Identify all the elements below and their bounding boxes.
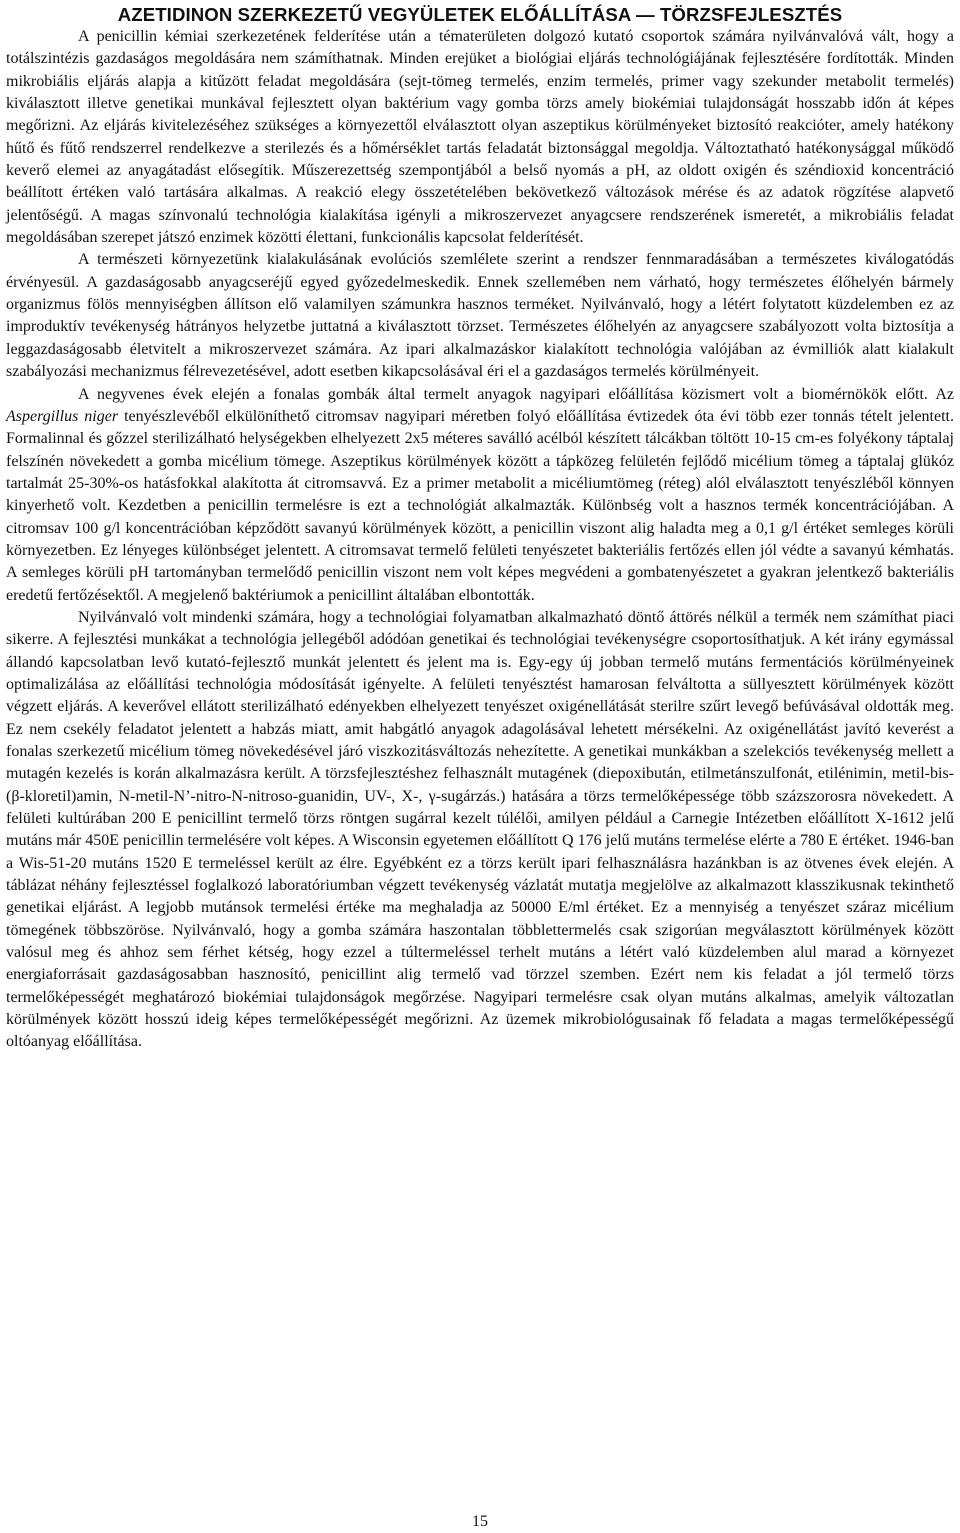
paragraph-text: Nyilvánvaló volt mindenki számára, hogy a technológiai folyamatban alkalmazható döntő áttörés nélkül a termék nem számíthat piaci sikerre. A fejlesztési munkákat a technológia jellegéből adódóan genetikai és technológiai tevékenységre csoportosíthatjuk. A két irány egymással állandó kapcsolatban levő kutató-fejlesztő munkát jelentett és jelent ma is. Egy-egy új jobban termelő mutáns fermentációs körülményeinek optimalizálása az előállítási technológia módosítását igényelte. A felületi tenyésztést hamarosan felváltotta a süllyesztett körülmények között végzett eljárás. A keverővel ellátott sterilizálható edényekben elhelyezett tenyészet oxigénellátását sterilre szűrt levegő befúvásával oldották meg. Ez nem csekély feladatot jelentett a habzás miatt, amit habgátló anyagok adagolásával lehetett mérsékelni. Az oxigénellátást javító keverést a fonalas szerkezetű micélium tömeg növekedésével járó viszkozitásváltozás nehezítette. A genetikai munkákban a szelekciós tevékenység mellett a mutagén kezelés is korán alkalmazásra került. A törzsfejlesztéshez felhasznált mutagének (diepoxibután, etilmetánszulfonát, etilénimin, metil-bis-(β-kloretil)amin, N-metil-N’-nitro-N-nitroso-guanidin, UV-, X-, γ-sugárzás.) hatására a törzs termelőképessége több százszorosra növekedett. A felületi kultúrában 200 E penicillint termelő törzs röntgen sugárral kezelt túlélői, amilyen például a Carnegie Intézetben előállított X-1612 jelű mutáns már 450E penicillin termelésére volt képes. A Wisconsin egyetemen előállított Q 176 jelű mutáns termelése elérte a 780 E értéket. 1946-ban a Wis-51-20 mutáns 1520 E termeléssel került az élre. Egyébként ez a törzs került ipari felhasználásra hazánkban is az ötvenes évek elején. A táblázat néhány fejlesztéssel foglalkozó laboratóriumban végzett tevékenység vázlatát mutatja megjelölve az alkalmazott klasszikusnak tekinthető genetikai eljárást. A legjobb mutánsok termelési értéke ma meghaladja az 50000 E/ml értéket. Ez a mennyiség a tenyészet száraz micélium tömegének többszöröse. Nyilvánvaló, hogy a gomba számára haszontalan többlettermelés csak szigorúan megválasztott körülmények között valósul meg és ahhoz sem férhet kétség, hogy ezzel a túltermeléssel terhelt mutáns a létért való küzdelemben alul marad a környezet energiaforrásait gazdaságosabban hasznosító, penicillint alig termelő vad törzzel szemben. Ezért nem kis feladat a jól termelő törzs termelőképességét meghatározó biokémiai tulajdonságok megőrzése. Nagyipari termelésre csak olyan mutáns alkalmas, amelyik változatlan körülmények között hosszú ideig képes termelőképességét megőrizni. Az üzemek mikrobiológusainak fő feladata a magas termelőképességű oltóanyag előállítása. [6, 608, 954, 1051]
paragraph-p1 [6, 26, 954, 249]
paragraph-text: tenyészlevéből elkülöníthető citromsav nagyipari méretben folyó előállítása évtizedek óta évi több ezer tonnás tételt jelentett. Formalinnal és gőzzel sterilizálható helységekben elhelyezett 2x5 méteres saválló acélból készített tálcákban töltött 10-15 cm-es folyékony táptalaj felszínén növekedett a gomba micélium tömege. Aszeptikus körülmények között a tápközeg felületén fejlődő micélium tömeg a táptalaj glükóz tartalmát 25-30%-os hatásfokkal alakította át citromsavvá. Ez a primer metabolit a micéliumtömeg (réteg) alól elválasztott tenyészléből könnyen kinyerhető volt. Kezdetben a penicillin termelésre is ezt a technológiát alkalmazták. Különbség volt a hasznos termék koncentrációjában. A citromsav 100 g/l koncentrációban képződött savanyú körülmények között, a penicillin viszont alig haladta meg a 0,1 g/l értéket semleges körüli környezetben. Ez lényeges különbséget jelentett. A citromsavat termelő felületi tenyészetet bakteriális fertőzés ellen jól védte a savanyú kémhatás. A semleges körüli pH tartományban termelődő penicillin viszont nem volt képes megvédeni a gombatenyészetet a gyakran jelentkező bakteriális eredetű fertőzésektől. A megjelenő baktériumok a penicillint általában elbontották. [6, 407, 954, 604]
paragraph-p2 [6, 249, 954, 383]
page-number: 15 [472, 1513, 488, 1530]
paragraph-text: A penicillin kémiai szerkezetének felderítése után a tématerületen dolgozó kutató csoportok számára nyilvánvalóvá vált, hogy a totálszintézis gazdaságos megoldására nem számíthatnak. Minden erejüket a biológiai eljárás technológiájának fejlesztésére fordították. Minden mikrobiális eljárás alapja a kitűzött feladat megoldására (sejt-tömeg termelés, enzim termelés, primer vagy szekunder metabolit termelés) kiválasztott illetve genetikai munkával fejlesztett olyan baktérium vagy gomba törzs amely biokémiai tulajdonságát hosszabb időn át képes megőrizni. Az eljárás kivitelezéséhez szükséges a környezettől elválasztott olyan aszeptikus körülményeket biztosító reakcióter, amely hatékony hűtő és fűtő rendszerrel rendelkezve a sterilezés és a hőmérséklet tartás feladatát biztonsággal megoldja. Változtatható hatékonysággal működő keverő elemei az anyagátadást elősegítik. Műszerezettség szempontjából a belső nyomás a pH, az oldott oxigén és széndioxid koncentráció beállított értéken való tartására alkalmas. A reakció elegy összetételében bekövetkező változások mérése és az adatok rögzítése alapvető jelentőségű. A magas színvonalú technológia kialakítása igényli a mikroszervezet anyagcsere rendszerének ismeretét, a mikrobiális feladat megoldásában szerepet játszó enzimek közötti élettani, funkcionális kapcsolat felderítését. [6, 28, 954, 247]
paragraph-p3 [6, 384, 954, 607]
paragraph-p4 [6, 607, 954, 1054]
paragraph-text: A természeti környezetünk kialakulásának evolúciós szemlélete szerint a rendszer fennmaradásában a természetes kiválogatódás érvényesül. A gazdaságosabb anyagcseréjű egyed győzedelmeskedik. Ennek szellemében nem várható, hogy természetes élőhelyén bármely organizmus fölös mennyiségben állítson elő valamilyen számunkra hasznos terméket. Nyilvánvaló, hogy a létért folytatott küzdelemben ez az improduktív tevékenység hátrányos helyzetbe juttatná a kiválasztott törzset. Természetes élőhelyén az anyagcsere szabályozott volta biztosítja a leggazdaságosabb életvitelt a mikroszervezet számára. Az ipari alkalmazáskor kialakított technológia valójában az évmilliók alatt kialakult szabályozási mechanizmus félrevezetésével, adott esetben kikapcsolásával éri el a gazdaságos termelés körülményeit. [6, 251, 954, 381]
document-page [6, 4, 954, 1054]
italic-term: Aspergillus niger [6, 407, 119, 425]
document-body [6, 26, 954, 1054]
paragraph-text: A negyvenes évek elején a fonalas gombák által termelt anyagok nagyipari előállítása közismert volt a biomérnökök előtt. Az [78, 385, 954, 403]
document-heading: AZETIDINON SZERKEZETŰ VEGYÜLETEK ELŐÁLLÍTÁSA — TÖRZSFEJLESZTÉS [117, 4, 843, 25]
